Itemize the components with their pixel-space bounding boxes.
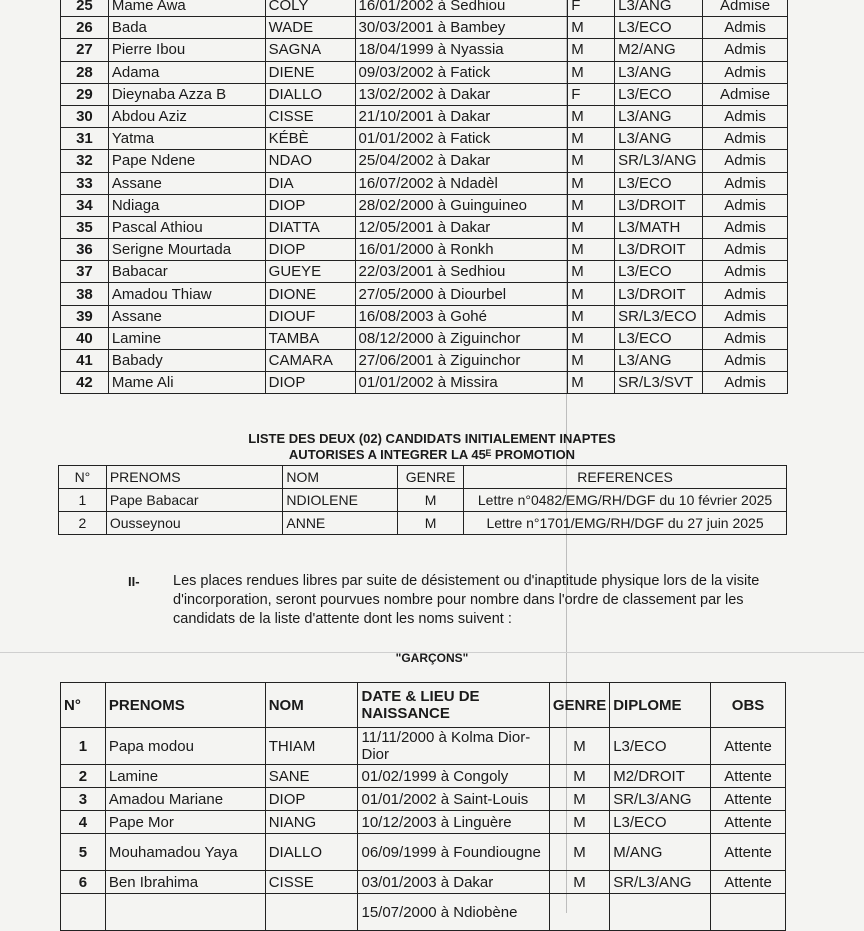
- obs-cell: Admis: [703, 283, 788, 305]
- obs-cell: Admis: [703, 239, 788, 261]
- prenom-cell: Abdou Aziz: [108, 105, 265, 127]
- nom-cell: NDAO: [265, 150, 355, 172]
- naissance-cell: 11/11/2000 à Kolma Dior-Dior: [358, 728, 549, 765]
- row-number: 36: [61, 239, 109, 261]
- row-number: 1: [61, 728, 106, 765]
- diplome-cell: SR/L3/ANG: [610, 871, 711, 894]
- nom-cell: COLY: [265, 0, 355, 17]
- prenom-cell: Amadou Thiaw: [108, 283, 265, 305]
- inaptes-title-line2: AUTORISES A INTEGRER LA 45ᴱ PROMOTION: [288, 447, 576, 462]
- genre-cell: M: [398, 512, 464, 535]
- table-row: [61, 350, 788, 372]
- row-number: 28: [61, 61, 109, 83]
- prenom-cell: Mame Awa: [108, 0, 265, 17]
- prenom-cell: Dieynaba Azza B: [108, 83, 265, 105]
- naissance-cell: 13/02/2002 à Dakar: [355, 83, 568, 105]
- genre-cell: M: [568, 150, 615, 172]
- naissance-cell: 16/01/2002 à Sedhiou: [355, 0, 568, 17]
- diplome-cell: SR/L3/SVT: [615, 372, 703, 394]
- row-number: [61, 894, 106, 931]
- row-number: 26: [61, 17, 109, 39]
- diplome-cell: M2/DROIT: [610, 765, 711, 788]
- row-number: 33: [61, 172, 109, 194]
- nom-cell: THIAM: [265, 728, 358, 765]
- header-prenoms: PRENOMS: [105, 683, 265, 728]
- genre-cell: M: [549, 765, 609, 788]
- obs-cell: Admis: [703, 128, 788, 150]
- prenom-cell: Lamine: [108, 327, 265, 349]
- genre-cell: M: [568, 194, 615, 216]
- diplome-cell: SR/L3/ANG: [615, 150, 703, 172]
- naissance-cell: 10/12/2003 à Linguère: [358, 811, 549, 834]
- section-ii-paragraph: Les places rendues libres par suite de désistement ou d'inaptitude physique lors de la visite d'incorporation, seront pourvues nombre pour nombre dans l'ordre de classement par les candidats de la liste d'attente dont les noms suivent :: [173, 573, 760, 627]
- row-number: 27: [61, 39, 109, 61]
- genre-cell: M: [568, 61, 615, 83]
- prenom-cell: Adama: [108, 61, 265, 83]
- waitlist-title: "GARÇONS": [395, 651, 469, 665]
- diplome-cell: L3/ANG: [615, 128, 703, 150]
- admitted-candidates-table: [60, 0, 788, 394]
- obs-cell: Admis: [703, 17, 788, 39]
- prenom-cell: Lamine: [105, 765, 265, 788]
- table-row: [61, 17, 788, 39]
- obs-cell: Admis: [703, 216, 788, 238]
- prenom-cell: Serigne Mourtada: [108, 239, 265, 261]
- genre-cell: M: [549, 871, 609, 894]
- obs-cell: Admis: [703, 172, 788, 194]
- diplome-cell: L3/ECO: [610, 811, 711, 834]
- prenom-cell: Amadou Mariane: [105, 788, 265, 811]
- table-row: [61, 372, 788, 394]
- nom-cell: NDIOLENE: [283, 489, 398, 512]
- header-naissance: DATE & LIEU DE NAISSANCE: [358, 683, 549, 728]
- prenom-cell: Pierre Ibou: [108, 39, 265, 61]
- naissance-cell: 16/01/2000 à Ronkh: [355, 239, 568, 261]
- nom-cell: [265, 894, 358, 931]
- obs-cell: Admis: [703, 350, 788, 372]
- prenom-cell: Ndiaga: [108, 194, 265, 216]
- obs-cell: Attente: [711, 765, 786, 788]
- prenom-cell: Babacar: [108, 261, 265, 283]
- row-number: 1: [59, 489, 107, 512]
- obs-cell: Admise: [703, 0, 788, 17]
- diplome-cell: L3/DROIT: [615, 239, 703, 261]
- row-number: 34: [61, 194, 109, 216]
- row-number: 2: [61, 765, 106, 788]
- obs-cell: Attente: [711, 871, 786, 894]
- genre-cell: M: [568, 283, 615, 305]
- genre-cell: M: [398, 489, 464, 512]
- obs-cell: Admis: [703, 61, 788, 83]
- table-row: [61, 0, 788, 17]
- nom-cell: DIOUF: [265, 305, 355, 327]
- genre-cell: M: [568, 261, 615, 283]
- genre-cell: M: [549, 788, 609, 811]
- row-number: 6: [61, 871, 106, 894]
- obs-cell: Admis: [703, 150, 788, 172]
- table-row: [61, 283, 788, 305]
- diplome-cell: L3/ANG: [615, 0, 703, 17]
- prenom-cell: Mouhamadou Yaya: [105, 834, 265, 871]
- table-row: [61, 894, 786, 931]
- naissance-cell: 09/03/2002 à Fatick: [355, 61, 568, 83]
- table-row: [61, 239, 788, 261]
- prenom-cell: Assane: [108, 172, 265, 194]
- prenom-cell: Papa modou: [105, 728, 265, 765]
- diplome-cell: L3/DROIT: [615, 283, 703, 305]
- obs-cell: Admise: [703, 83, 788, 105]
- diplome-cell: L3/ECO: [615, 172, 703, 194]
- row-number: 31: [61, 128, 109, 150]
- table-row: [61, 172, 788, 194]
- diplome-cell: M2/ANG: [615, 39, 703, 61]
- diplome-cell: L3/ECO: [615, 261, 703, 283]
- diplome-cell: SR/L3/ECO: [615, 305, 703, 327]
- naissance-cell: 21/10/2001 à Dakar: [355, 105, 568, 127]
- waitlist-header-row: [61, 683, 786, 728]
- naissance-cell: 12/05/2001 à Dakar: [355, 216, 568, 238]
- obs-cell: Admis: [703, 261, 788, 283]
- prenom-cell: Mame Ali: [108, 372, 265, 394]
- prenom-cell: Pascal Athiou: [108, 216, 265, 238]
- row-number: 35: [61, 216, 109, 238]
- prenom-cell: Ben Ibrahima: [105, 871, 265, 894]
- header-obs: OBS: [711, 683, 786, 728]
- table-row: [61, 305, 788, 327]
- row-number: 29: [61, 83, 109, 105]
- table-row: [61, 728, 786, 765]
- diplome-cell: L3/ECO: [615, 17, 703, 39]
- row-number: 41: [61, 350, 109, 372]
- nom-cell: SANE: [265, 765, 358, 788]
- nom-cell: DIALLO: [265, 834, 358, 871]
- nom-cell: ANNE: [283, 512, 398, 535]
- table-row: [61, 811, 786, 834]
- prenom-cell: [105, 894, 265, 931]
- obs-cell: Admis: [703, 372, 788, 394]
- prenom-cell: Ousseynou: [106, 512, 283, 535]
- genre-cell: F: [568, 83, 615, 105]
- obs-cell: Attente: [711, 788, 786, 811]
- naissance-cell: 06/09/1999 à Foundiougne: [358, 834, 549, 871]
- nom-cell: TAMBA: [265, 327, 355, 349]
- table-row: [61, 765, 786, 788]
- nom-cell: GUEYE: [265, 261, 355, 283]
- naissance-cell: 27/05/2000 à Diourbel: [355, 283, 568, 305]
- naissance-cell: 27/06/2001 à Ziguinchor: [355, 350, 568, 372]
- table-row: [61, 871, 786, 894]
- row-number: 38: [61, 283, 109, 305]
- row-number: 25: [61, 0, 109, 17]
- nom-cell: DIOP: [265, 372, 355, 394]
- nom-cell: SAGNA: [265, 39, 355, 61]
- prenom-cell: Pape Babacar: [106, 489, 283, 512]
- row-number: 2: [59, 512, 107, 535]
- genre-cell: M: [568, 305, 615, 327]
- table-row: [61, 261, 788, 283]
- row-number: 32: [61, 150, 109, 172]
- table-row: [61, 150, 788, 172]
- table-row: [61, 105, 788, 127]
- nom-cell: DIENE: [265, 61, 355, 83]
- table-row: [61, 216, 788, 238]
- table-row: [59, 489, 787, 512]
- genre-cell: M: [568, 216, 615, 238]
- obs-cell: Admis: [703, 327, 788, 349]
- row-number: 4: [61, 811, 106, 834]
- genre-cell: M: [568, 17, 615, 39]
- diplome-cell: [610, 894, 711, 931]
- header-nom: NOM: [265, 683, 358, 728]
- nom-cell: DIA: [265, 172, 355, 194]
- row-number: 3: [61, 788, 106, 811]
- prenom-cell: Pape Mor: [105, 811, 265, 834]
- obs-cell: Admis: [703, 105, 788, 127]
- nom-cell: DIATTA: [265, 216, 355, 238]
- table-row: [61, 83, 788, 105]
- diplome-cell: L3/DROIT: [615, 194, 703, 216]
- genre-cell: M: [568, 39, 615, 61]
- genre-cell: M: [568, 239, 615, 261]
- naissance-cell: 01/01/2002 à Fatick: [355, 128, 568, 150]
- inaptes-table: [58, 465, 787, 535]
- nom-cell: DIOP: [265, 239, 355, 261]
- naissance-cell: 01/02/1999 à Congoly: [358, 765, 549, 788]
- naissance-cell: 16/08/2003 à Gohé: [355, 305, 568, 327]
- inaptes-title-line1: LISTE DES DEUX (02) CANDIDATS INITIALEMENT INAPTES: [248, 431, 616, 446]
- waitlist-table: [60, 682, 786, 931]
- diplome-cell: L3/MATH: [615, 216, 703, 238]
- table-row: [61, 61, 788, 83]
- header-n: N°: [61, 683, 106, 728]
- nom-cell: DIOP: [265, 788, 358, 811]
- diplome-cell: L3/ECO: [615, 327, 703, 349]
- obs-cell: Attente: [711, 811, 786, 834]
- row-number: 37: [61, 261, 109, 283]
- genre-cell: M: [568, 327, 615, 349]
- diplome-cell: L3/ANG: [615, 105, 703, 127]
- nom-cell: CISSE: [265, 105, 355, 127]
- diplome-cell: M/ANG: [610, 834, 711, 871]
- table-row: [61, 39, 788, 61]
- row-number: 42: [61, 372, 109, 394]
- naissance-cell: 08/12/2000 à Ziguinchor: [355, 327, 568, 349]
- table-row: [61, 327, 788, 349]
- naissance-cell: 01/01/2002 à Saint-Louis: [358, 788, 549, 811]
- inaptes-header-row: [59, 466, 787, 489]
- header-prenoms: PRENOMS: [106, 466, 283, 489]
- genre-cell: M: [568, 105, 615, 127]
- prenom-cell: Bada: [108, 17, 265, 39]
- diplome-cell: SR/L3/ANG: [610, 788, 711, 811]
- table-row: [61, 128, 788, 150]
- header-diplome: DIPLOME: [610, 683, 711, 728]
- obs-cell: Admis: [703, 194, 788, 216]
- genre-cell: M: [568, 128, 615, 150]
- genre-cell: M: [549, 811, 609, 834]
- header-references: REFERENCES: [464, 466, 787, 489]
- naissance-cell: 25/04/2002 à Dakar: [355, 150, 568, 172]
- naissance-cell: 03/01/2003 à Dakar: [358, 871, 549, 894]
- nom-cell: NIANG: [265, 811, 358, 834]
- genre-cell: M: [549, 834, 609, 871]
- nom-cell: DIONE: [265, 283, 355, 305]
- prenom-cell: Pape Ndene: [108, 150, 265, 172]
- genre-cell: M: [568, 372, 615, 394]
- obs-cell: [711, 894, 786, 931]
- table-row: [61, 834, 786, 871]
- diplome-cell: L3/ECO: [615, 83, 703, 105]
- naissance-cell: 28/02/2000 à Guinguineo: [355, 194, 568, 216]
- section-numeral: II-: [128, 574, 140, 589]
- diplome-cell: L3/ECO: [610, 728, 711, 765]
- row-number: 39: [61, 305, 109, 327]
- naissance-cell: 16/07/2002 à Ndadèl: [355, 172, 568, 194]
- nom-cell: CAMARA: [265, 350, 355, 372]
- naissance-cell: 01/01/2002 à Missira: [355, 372, 568, 394]
- nom-cell: DIOP: [265, 194, 355, 216]
- genre-cell: F: [568, 0, 615, 17]
- genre-cell: [549, 894, 609, 931]
- obs-cell: Admis: [703, 39, 788, 61]
- nom-cell: KÉBÈ: [265, 128, 355, 150]
- genre-cell: M: [568, 350, 615, 372]
- naissance-cell: 30/03/2001 à Bambey: [355, 17, 568, 39]
- diplome-cell: L3/ANG: [615, 350, 703, 372]
- table-row: [59, 512, 787, 535]
- row-number: 30: [61, 105, 109, 127]
- reference-cell: Lettre n°0482/EMG/RH/DGF du 10 février 2025: [464, 489, 787, 512]
- naissance-cell: 18/04/1999 à Nyassia: [355, 39, 568, 61]
- genre-cell: M: [549, 728, 609, 765]
- naissance-cell: 15/07/2000 à Ndiobène: [358, 894, 549, 931]
- table-row: [61, 788, 786, 811]
- row-number: 5: [61, 834, 106, 871]
- header-n: N°: [59, 466, 107, 489]
- diplome-cell: L3/ANG: [615, 61, 703, 83]
- nom-cell: CISSE: [265, 871, 358, 894]
- obs-cell: Attente: [711, 834, 786, 871]
- prenom-cell: Assane: [108, 305, 265, 327]
- prenom-cell: Yatma: [108, 128, 265, 150]
- naissance-cell: 22/03/2001 à Sedhiou: [355, 261, 568, 283]
- nom-cell: DIALLO: [265, 83, 355, 105]
- header-genre: GENRE: [398, 466, 464, 489]
- reference-cell: Lettre n°1701/EMG/RH/DGF du 27 juin 2025: [464, 512, 787, 535]
- header-nom: NOM: [283, 466, 398, 489]
- nom-cell: WADE: [265, 17, 355, 39]
- obs-cell: Admis: [703, 305, 788, 327]
- obs-cell: Attente: [711, 728, 786, 765]
- prenom-cell: Babady: [108, 350, 265, 372]
- header-genre: GENRE: [549, 683, 609, 728]
- row-number: 40: [61, 327, 109, 349]
- table-row: [61, 194, 788, 216]
- genre-cell: M: [568, 172, 615, 194]
